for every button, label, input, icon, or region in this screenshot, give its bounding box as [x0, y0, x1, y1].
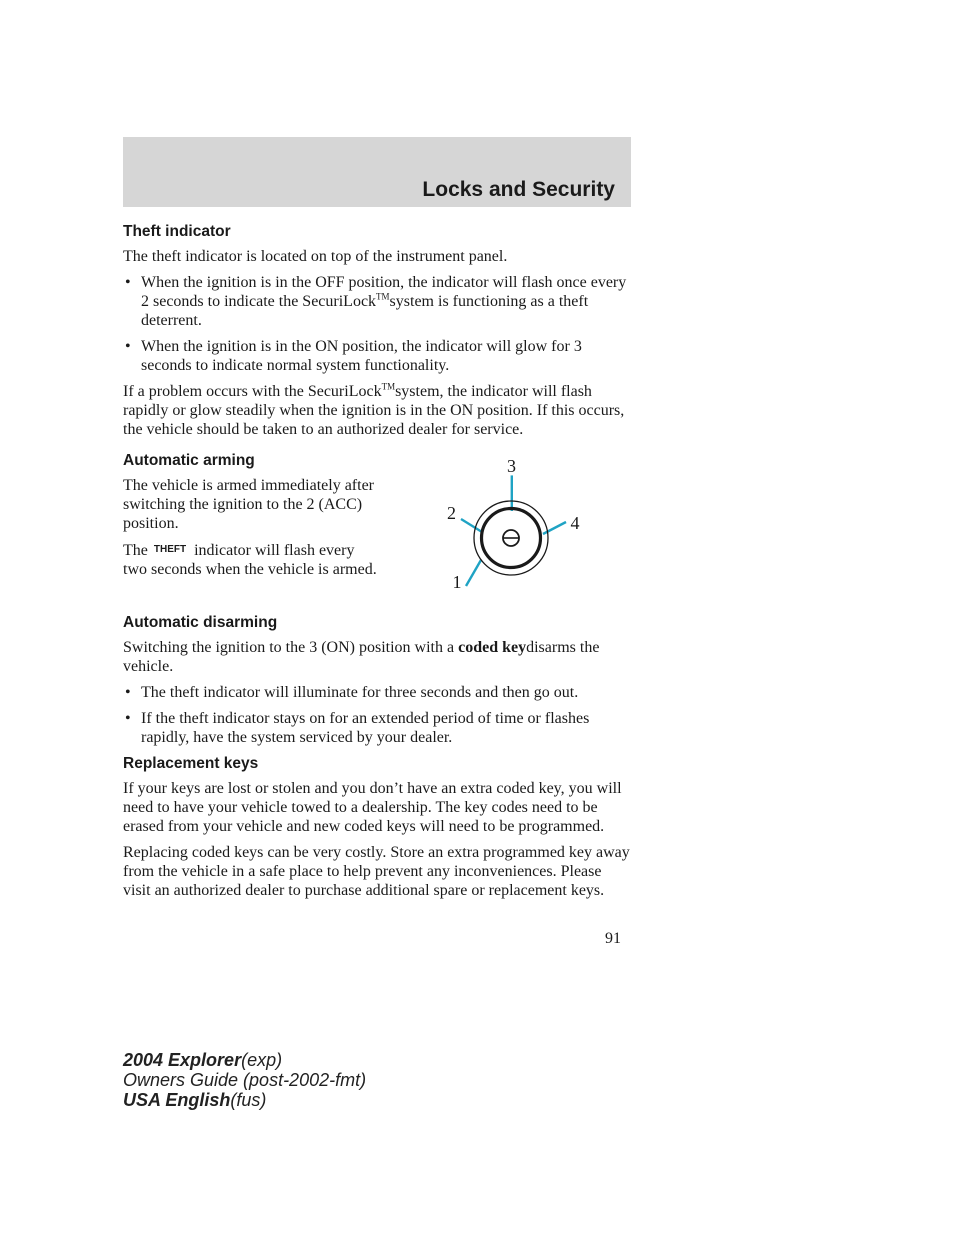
position-label: 3 — [507, 456, 516, 476]
footer-code: (exp) — [241, 1050, 283, 1070]
paragraph-text: Switching the ignition to the 3 (ON) position with a — [123, 639, 455, 656]
theft-indicator-symbol: THEFT — [153, 544, 187, 555]
trademark-mark: TM — [376, 291, 390, 302]
document-footer — [123, 1050, 366, 1110]
arming-flash-paragraph — [123, 540, 381, 579]
bullet-text: system is functioning as a theft deterrent. — [141, 293, 589, 329]
replacement-paragraph: If your keys are lost or stolen and you don’t have an extra coded key, you will need to have your vehicle towed to a dealership. The key codes need to be erased from your vehicle and new coded keys will need to be programmed. — [123, 780, 622, 835]
list-item — [123, 273, 633, 330]
ignition-position-diagram — [423, 452, 613, 602]
page-number: 91 — [605, 930, 621, 947]
automatic-disarming-section — [123, 613, 633, 747]
replacement-keys-heading: Replacement keys — [123, 755, 259, 772]
automatic-disarming-heading: Automatic disarming — [123, 614, 278, 631]
replacement-keys-section — [123, 754, 633, 900]
automatic-arming-heading: Automatic arming — [123, 452, 255, 469]
position-label: 2 — [447, 503, 456, 523]
section-title: Locks and Security — [422, 178, 615, 201]
paragraph-text: disarms the vehicle. — [123, 639, 600, 675]
footer-code: (fus) — [230, 1090, 267, 1110]
footer-line: Owners Guide (post-2002-fmt) — [123, 1070, 367, 1090]
footer-language: USA English — [123, 1090, 231, 1110]
arming-paragraph: The vehicle is armed immediately after switching the ignition to the 2 (ACC) position. — [123, 477, 374, 532]
replacement-paragraph: Replacing coded keys can be very costly. Store an extra programmed key away from the vehicle in a safe place to help prevent any inconveniences. Please visit an authorized dealer to purchase additional spare or replacement keys. — [123, 844, 630, 899]
paragraph-text: If a problem occurs with the SecuriLock — [123, 383, 382, 400]
section-header-bar — [123, 137, 631, 207]
theft-indicator-intro: The theft indicator is located on top of the instrument panel. — [123, 248, 508, 265]
list-item: • When the ignition is in the ON position, the indicator will glow for 3 seconds to indicate normal system functionality. — [123, 337, 633, 375]
trademark-mark: TM — [381, 381, 396, 392]
arming-text-column — [123, 476, 381, 579]
theft-indicator-heading: Theft indicator — [123, 223, 231, 240]
paragraph-text: system, the indicator will flash rapidly or glow steadily when the ignition is in the ON position. If this occurs, the vehicle should be taken to an authorized dealer for service. — [123, 383, 625, 438]
position-label: 4 — [570, 513, 580, 533]
theft-indicator-list — [123, 273, 633, 375]
page-content — [123, 222, 633, 907]
coded-key-term: coded key — [458, 639, 527, 656]
paragraph-text: The — [123, 542, 148, 559]
bullet-text: When the ignition is in the OFF position, the indicator will flash once every 2 seconds to indicate the SecuriLock — [141, 274, 627, 310]
paragraph-text: indicator will flash every two seconds when the vehicle is armed. — [123, 542, 377, 578]
footer-model: 2004 Explorer — [123, 1050, 242, 1070]
list-item: • If the theft indicator stays on for an extended period of time or flashes rapidly, have the system serviced by your dealer. — [123, 709, 633, 747]
automatic-arming-section — [123, 451, 633, 592]
disarming-paragraph — [123, 638, 633, 676]
footer-line — [123, 1050, 366, 1070]
footer-line — [123, 1090, 366, 1110]
theft-problem-paragraph — [123, 382, 633, 439]
list-item: • The theft indicator will illuminate for three seconds and then go out. — [123, 683, 633, 702]
disarming-list — [123, 683, 633, 747]
position-label: 1 — [452, 572, 462, 592]
position-1-line — [466, 560, 481, 586]
